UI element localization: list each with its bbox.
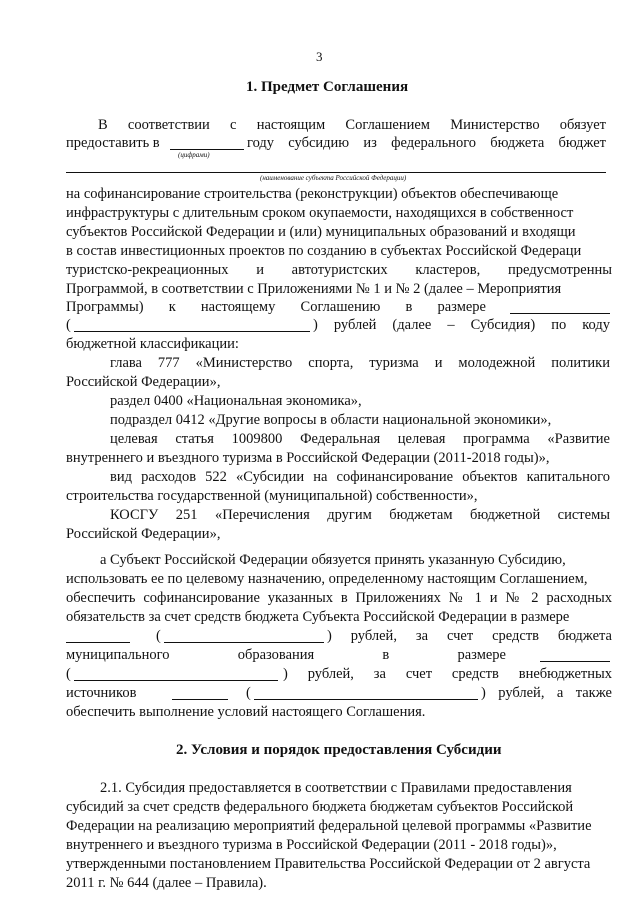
text-line: глава 777 «Министерство спорта, туризма и молодежной политики [110, 355, 610, 371]
text-line: строительства государственной (муниципальной) собственности», [66, 488, 478, 504]
text-line: туристско-рекреационных и автотуристских кластеров, предусмотренны [66, 262, 612, 278]
section-2-title: 2. Условия и порядок предоставления Субсидии [176, 742, 502, 758]
text-line: КОСГУ 251 «Перечисления другим бюджетам бюджетной системы [110, 507, 610, 523]
text-line: утвержденными постановлением Правительства Российской Федерации от 2 августа [66, 856, 591, 872]
blank-line [172, 699, 228, 700]
text-line: Российской Федерации», [66, 374, 221, 390]
text-line: подраздел 0412 «Другие вопросы в области национальной экономики», [110, 412, 552, 428]
text-line: а Субъект Российской Федерации обязуется принять указанную Субсидию, [100, 552, 566, 568]
open-paren: ( [246, 685, 251, 701]
blank-line [170, 149, 244, 150]
open-paren: ( [66, 317, 71, 333]
open-paren: ( [66, 666, 71, 682]
text-line: субсидий за счет средств федерального бюджета бюджетам субъектов Российской [66, 799, 574, 815]
caption-digits: (цифрами) [178, 151, 210, 159]
text-line: ) рублей, за счет средств внебюджетных [283, 666, 612, 682]
text-line: источников [66, 685, 137, 701]
blank-line [66, 642, 130, 643]
text-line: ) рублей, за счет средств бюджета [327, 628, 612, 644]
text-line: раздел 0400 «Национальная экономика», [110, 393, 362, 409]
text-line: внутреннего и въездного туризма в Российской Федерации (2011-2018 годы)», [66, 450, 550, 466]
text-line: целевая статья 1009800 Федеральная целевая программа «Развитие [110, 431, 610, 447]
text-line: 2011 г. № 644 (далее – Правила). [66, 875, 267, 891]
text-line: Программой, в соответствии с Приложениями № 1 и № 2 (далее – Мероприятия [66, 281, 562, 297]
text-line: обеспечить выполнение условий настоящего Соглашения. [66, 704, 426, 720]
text-line: 2.1. Субсидия предоставляется в соответствии с Правилами предоставления [100, 780, 572, 796]
text-line: обеспечить софинансирование указанных в Приложениях № 1 и № 2 расходных [66, 590, 612, 606]
text-line: на софинансирование строительства (реконструкции) объектов обеспечивающе [66, 186, 559, 202]
text-line: инфраструктуры с длительным сроком окупаемости, находящихся в собственност [66, 205, 574, 221]
text-line: ) рублей, а также [481, 685, 612, 701]
text-line: Программы) к настоящему Соглашению в размере [66, 299, 486, 315]
text-line: В соответствии с настоящим Соглашением Министерство обязует [98, 117, 606, 133]
section-1-title: 1. Предмет Соглашения [246, 79, 409, 95]
text-line: внутреннего и въездного туризма в Российской Федерации (2011 - 2018 годы)», [66, 837, 557, 853]
blank-line [74, 680, 278, 681]
blank-line-subject [66, 172, 606, 173]
text-line: вид расходов 522 «Субсидии на софинансирование объектов капитального [110, 469, 610, 485]
text-line: Федерации на реализацию мероприятий федеральной целевой программы «Развитие [66, 818, 592, 834]
page-number: 3 [316, 49, 323, 64]
text-line: в состав инвестиционных проектов по созданию в субъектах Российской Федераци [66, 243, 582, 259]
text-line: субъектов Российской Федерации и (или) муниципальных образований и входящи [66, 224, 576, 240]
caption-subject: (наименование субъекта Российской Федерации) [260, 174, 407, 182]
text-line: обязательств за счет средств бюджета Субъекта Российской Федерации в размере [66, 609, 570, 625]
text-line: использовать ее по целевому назначению, определенному настоящим Соглашением, [66, 571, 588, 587]
blank-line [540, 661, 610, 662]
text-line: бюджетной классификации: [66, 336, 239, 352]
open-paren: ( [156, 628, 161, 644]
text-line: предоставить в [66, 135, 160, 151]
text-line: ) рублей (далее – Субсидия) по коду [313, 317, 610, 333]
text-line: Российской Федерации», [66, 526, 221, 542]
blank-line [254, 699, 478, 700]
blank-line [74, 331, 310, 332]
blank-line [510, 313, 610, 314]
blank-line [164, 642, 324, 643]
text-line: году субсидию из федерального бюджета бюджет [247, 135, 606, 151]
text-line: муниципального образования в размере [66, 647, 506, 663]
